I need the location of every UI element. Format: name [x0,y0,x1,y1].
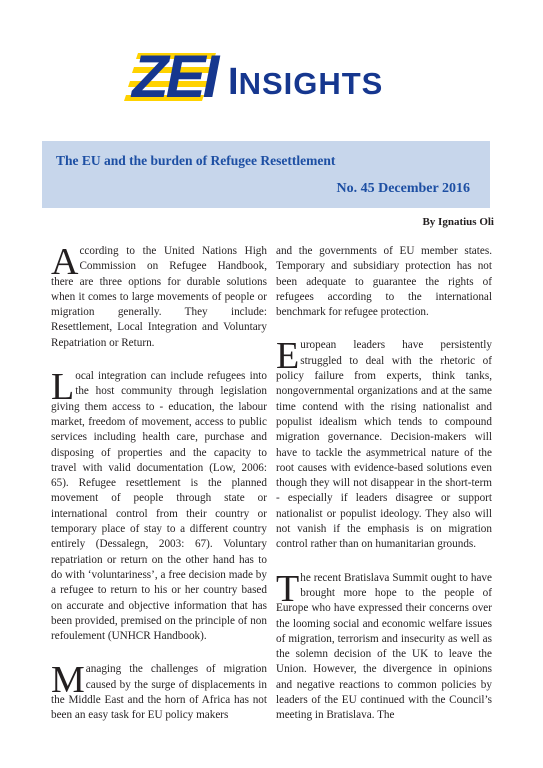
paragraph-text: uropean leaders have persistently struggled to deal with the rhetoric of policy failure from experts, think tanks, nongovernmental organizations and at the same time contend with the rising nationalist and populist idealism which tends to compound migration governance. Decision-makers will have to tackle the asymmetrical nature of the root causes with evidence-based solutions even though they will not disappear in the short-term - especially if leaders disagree or support nationalist or populist ideology. They also will not vanish if the emphasis is on migration control rather than on humanitarian grounds. [276,339,492,551]
title-banner [42,141,490,208]
issue-number-date: No. 45 December 2016 [336,181,470,196]
left-column [51,241,267,724]
logo-zei-mark: ZEI [132,43,217,110]
drop-cap: E [276,335,300,378]
paragraph [276,244,492,320]
right-column [276,244,492,724]
logo-wordmark-initial: I [228,61,239,103]
paragraph-text: ccording to the United Nations High Commission on Refugee Handbook, there are three options for durable solutions when it comes to large movements of people or migration generally. They include: Resettlement, Local Integration and Voluntary Repatriation or Return. [51,245,267,349]
drop-cap: A [51,241,79,283]
paragraph-text: anaging the challenges of migration caused by the surge of displacements in the Middle East and the horn of Africa has not been an easy task for EU policy makers [51,663,267,722]
drop-cap: L [51,366,75,409]
paragraph [276,335,492,552]
paragraph [51,366,267,644]
drop-cap: T [276,567,300,610]
paragraph [276,567,492,724]
article-title: The EU and the burden of Refugee Resettlement [56,153,336,168]
paragraph [51,659,267,723]
zei-insights-logo [124,45,424,123]
logo-wordmark [228,62,383,110]
paragraph [51,241,267,351]
author-byline: By Ignatius Oli [422,216,494,228]
drop-cap: M [51,659,85,702]
paragraph-text: he recent Bratislava Summit ought to have brought more hope to the people of Europe who have expressed their concerns over the looming social and economic welfare issues of migration, terrorism and insecurity as well as the solemn decision of the UK to leave the Union. However, the divergence in opinions and negative reactions to common policies by leaders of the EU continued with the Council’s meeting in Bratislava. The [276,571,492,722]
paragraph-text: ocal integration can include refugees into the host community through legislation giving them access to - education, the labour market, freedom of movement, access to public services including health care, purchase and disposing of properties and the capacity to travel with valid documentation (Low, 2006: 65). Refugee resettlement is the planned movement of people through state or international control from their country or temporary place of stay to a different country entirely (Dessalegn, 2003: 67). Voluntary repatriation or return on the other hand has to do with ‘voluntariness’, a free decision made by a refugee to return to his or her country based on accurate and objective information that has been provided, premised on the principle of non refoulement (UNHCR Handbook). [51,370,267,643]
logo-wordmark-rest: NSIGHTS [238,66,384,101]
paragraph-text: and the governments of EU member states. Temporary and subsidiary protection has not been adequate to guarantee the rights of refugees according to the international benchmark for refugee protection. [276,245,492,319]
